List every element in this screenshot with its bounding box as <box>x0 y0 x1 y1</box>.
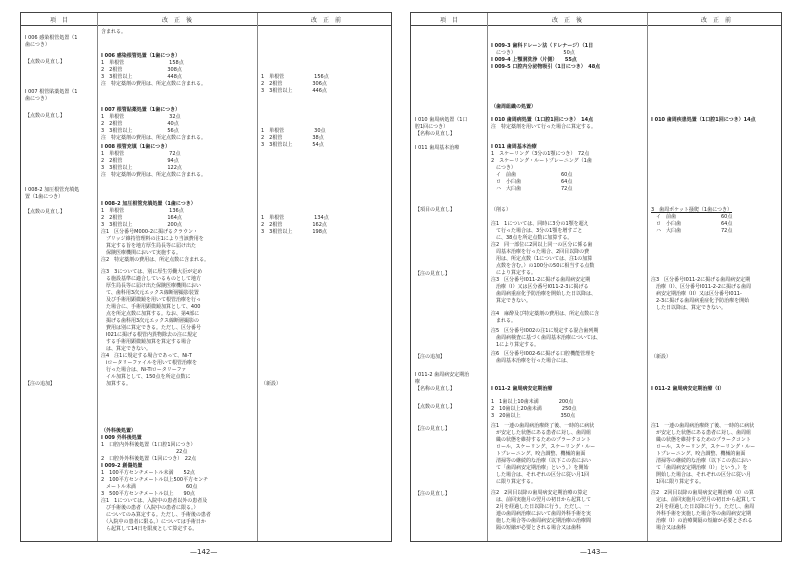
text-line: I 011-2 歯周病安定期治療 <box>491 386 553 392</box>
text-line: 【項目の見直し】 <box>415 207 456 213</box>
text-line: 治療（I）の治療間隔の短縮が必要とされる <box>651 518 753 524</box>
text-line: 2 100平方センチメートル以上500平方センチ <box>101 477 209 483</box>
text-line: 周基本治療を行った場合、2回目以降の費 <box>491 249 590 255</box>
text-line: に限り算定する。 <box>491 479 537 485</box>
text-line: 3 3根管以上 122点 <box>101 165 182 171</box>
text-line: 織の状態を維持するためのプラークコント <box>491 437 591 443</box>
text-line: 清掃等の継続的な治療（以下この表におい <box>491 458 592 464</box>
text-line: ロール、スケーリング、スケーリング・ルー <box>491 444 596 450</box>
text-line: て「歯周病安定期治療」という。）を開始 <box>491 465 589 471</box>
text-line: 3 3根管以上 446点 <box>261 88 327 94</box>
text-line: 治療（I）、区分番号I011-2-2に掲げる歯周 <box>651 284 751 290</box>
text-line: につき） 50点 <box>491 50 575 56</box>
text-line: 3 20歯以上 350点 <box>491 413 576 419</box>
header-after: 改 正 後 <box>551 17 582 24</box>
text-line: についてのみ算定する。ただし、手術後の患者 <box>101 512 211 518</box>
text-line: 【名称の見直し】 <box>415 386 456 392</box>
text-line: 注2 同一部位に2回以上同一の区分に係る歯 <box>491 242 593 248</box>
text-line: が安定した状態にある患者に対し、歯周組 <box>651 430 752 436</box>
text-line: ハ 大臼歯 72点 <box>651 228 733 234</box>
text-line: 治療（I）又は区分番号I011-2-3に掲げる <box>491 284 589 290</box>
text-line: 歯周基本治療を行った場合には、 <box>491 358 572 364</box>
text-line: I 011 歯周基本治療 <box>491 144 537 150</box>
text-line: 注 特定薬剤の費用は、所定点数に含まれる。 <box>101 81 207 87</box>
text-line: につき） <box>491 165 516 171</box>
header-before: 改 正 前 <box>310 17 341 24</box>
text-line: 1 スケーリング（3分の1顎につき） 72点 <box>491 151 590 157</box>
text-line: 腔1回につき） <box>415 124 449 130</box>
text-line: 2 2根管 38点 <box>261 135 324 141</box>
page-right <box>410 12 782 542</box>
text-line: I 011 歯周基本治療 <box>415 145 460 151</box>
text-line: I 009-4 上顎洞洗浄（片側） 55点 <box>491 57 577 63</box>
text-line: 【点数の見直し】 <box>25 59 66 65</box>
text-line: 注3 3については、別に厚生労働大臣が定め <box>101 269 203 275</box>
text-line: 注6 区分番号I002-6に掲げる口腔機能管理を <box>491 351 596 357</box>
text-line: 3 3根管以上 198点 <box>261 229 327 235</box>
column-divider <box>257 13 258 541</box>
text-line: I 010 歯周病処置（1口腔1回につき） 14点 <box>491 117 594 123</box>
text-line: I 008-2 加圧根管充填処置（1歯につき） <box>101 201 196 207</box>
text-line: 注1 一連の歯周病治療終了後、一時的に病状 <box>491 423 595 429</box>
text-line: 【注の見直し】 <box>415 426 451 432</box>
text-line: 注 特定薬剤を用いて行った場合に算定する。 <box>491 124 597 130</box>
text-line: （削る） <box>491 207 512 213</box>
text-line: 注3 区分番号I011-2に掲げる歯周病安定期 <box>651 277 751 283</box>
text-line: I 008 根管充填（1歯につき） <box>101 144 171 150</box>
text-line: 歯につき） <box>25 42 50 48</box>
header-item: 項 目 <box>439 17 458 24</box>
text-line: 2 2根管 94点 <box>101 158 179 164</box>
text-line: 歯周病検査に基づく歯周基本治療については、 <box>491 335 601 341</box>
table-header <box>411 13 781 26</box>
text-line: た場合に、手術用顕微鏡加算として、400 <box>101 304 201 310</box>
text-line: 開始した場合は、それぞれの区分に従い月 <box>651 472 752 478</box>
text-line: ロール、スケーリング、スケーリング・ルー <box>651 444 756 450</box>
text-line: 3 500平方センチメートル以上 90点 <box>101 491 195 497</box>
text-line: ら起算して14日を限度として算定する。 <box>101 526 198 532</box>
text-line: （新設） <box>651 354 672 360</box>
text-line: 22点 <box>101 449 188 455</box>
text-line: 1回に限り算定する。 <box>651 479 705 485</box>
text-line: I 010 歯周疾患処置（1口腔1回につき）14点 <box>651 117 756 123</box>
text-line: 注1 一連の歯周病治療終了後、一時的に病状 <box>651 423 755 429</box>
header-after: 改 正 後 <box>161 17 192 24</box>
text-line: 注4 注1に規定する場合であって、Ni-T <box>101 353 192 359</box>
text-line: ブリッジ維持管理料の注1により当該費用を <box>101 236 204 242</box>
text-line: I 011-2 歯周病安定期治 <box>415 372 470 378</box>
text-line: I 006 感染根管処置（1 <box>25 35 78 41</box>
text-line: 2 2根管 308点 <box>101 67 182 73</box>
text-line: I 009-2 創傷処置 <box>101 463 143 469</box>
text-line: 2 2根管 162点 <box>261 222 327 228</box>
text-line: I 010 歯周病処置（1口 <box>415 117 468 123</box>
text-line: メートル未満 60点 <box>101 484 198 490</box>
text-line: 歯につき） <box>25 96 50 102</box>
text-line: び手術後の患者（入院中の患者に限る。） <box>101 505 199 511</box>
text-line: 掲げる歯科用3次元エックス線断層撮影の <box>101 318 200 324</box>
text-line: I 011-2 歯周病安定期治療（I） <box>651 386 725 392</box>
text-line: 点を所定点数に加算する。なお、第4部に <box>101 311 200 317</box>
text-line: て行った場合は、3分の1顎を増すごと <box>491 228 583 234</box>
text-line: 1 単根管 134点 <box>261 215 329 221</box>
text-line: 3 歯周ポケット掻爬（1歯につき） <box>651 207 733 213</box>
text-line: イ 前歯 60点 <box>491 172 573 178</box>
text-line: は、算定できない。 <box>101 346 152 352</box>
text-line: する手術用顕微鏡加算を算定する場合 <box>101 339 192 345</box>
text-line: 【点数の見直し】 <box>25 209 66 215</box>
text-line: 1 単根管 32点 <box>101 114 181 120</box>
text-line: 保険医療機関において実施する。 <box>101 250 182 256</box>
text-line: iロータリーファイルを用いて根管治療を <box>101 360 198 366</box>
column-divider <box>97 13 98 541</box>
text-line: イル加算として、150点を所定点数に <box>101 374 191 380</box>
text-line: が安定した状態にある患者に対し、歯周組 <box>491 430 592 436</box>
text-line: 3 3根管以上 448点 <box>101 74 182 80</box>
text-line: ロ 小臼歯 64点 <box>651 221 733 227</box>
text-line: 2 スケーリング・ルートプレーニング（1歯 <box>491 158 592 164</box>
text-line: 【点数の見直し】 <box>415 404 456 410</box>
text-line: 注2 2回目以降の歯周病安定期治療（I）の算 <box>651 490 754 496</box>
text-line: て、歯科用3次元エックス線断層撮影装置 <box>101 290 199 296</box>
text-line: した日以降は、算定できない。 <box>651 305 727 311</box>
text-line: 注3 区分番号I011-2に掲げる歯周病安定期 <box>491 277 591 283</box>
text-line: 織の状態を維持するためのプラークコント <box>651 437 751 443</box>
text-line: ハ 大臼歯 72点 <box>491 186 573 192</box>
text-line: 清掃等の継続的な治療（以下この表におい <box>651 458 752 464</box>
column-divider <box>487 13 488 541</box>
text-line: 2月を経過した日以降に行う。ただし、一 <box>491 504 590 510</box>
text-line: 1 口腔内外科後処置（1口腔1回につき） <box>101 442 196 448</box>
text-line: まれる。 <box>491 318 517 324</box>
text-line: 注 特定薬剤の費用は、所定点数に含まれる。 <box>101 172 207 178</box>
text-line: トプレーニング、咬合調整、機械的歯面 <box>491 451 586 457</box>
text-line: 1により算定する。 <box>491 342 540 348</box>
text-line: 2月を経過した日以降に行う。ただし、歯周 <box>651 504 755 510</box>
text-line: て「歯周病安定期治療（I）」という。）を <box>651 465 748 471</box>
text-line: 及び手術用顕微鏡を用いて根管治療を行っ <box>101 297 202 303</box>
text-line: ロ 小臼歯 64点 <box>491 179 573 185</box>
text-line: 外科手術を実施した場合等の歯周病安定期 <box>651 511 752 517</box>
text-line: I 008-2 加圧根管充填処 <box>25 187 80 193</box>
text-line: イ 前歯 60点 <box>651 214 733 220</box>
text-line: 【注の追加】 <box>25 381 56 387</box>
text-line: 2 2根管 306点 <box>261 81 327 87</box>
text-line: I021に掲げる根管内異物除去の注に規定 <box>101 332 198 338</box>
text-line: 算定する旨を地方厚生局長等に届け出た <box>101 243 197 249</box>
text-line: 3 3根管以上 200点 <box>101 222 182 228</box>
text-line: 1 単根管 30点 <box>261 128 326 134</box>
page-left <box>20 12 392 542</box>
text-line: 注4 麻酔及び特定薬剤の費用は、所定点数に含 <box>491 311 600 317</box>
text-line: 2-3に掲げる歯周病重症化予防治療を開始 <box>651 298 750 304</box>
text-line: 行った場合は、Ni-Tiロータリーファ <box>101 367 187 373</box>
text-line: 用は、所定点数（1については、注1の加算 <box>491 256 593 262</box>
text-line: した場合は、それぞれの区分に従い月1回 <box>491 472 590 478</box>
text-line: I 007 根管貼薬処置（1 <box>25 89 78 95</box>
text-line: 注1 区分番号M000-2に掲げるクラウン・ <box>101 229 199 235</box>
header-before: 改 正 前 <box>700 17 731 24</box>
text-line: 施した場合等の歯周病安定期治療の治療間 <box>491 518 592 524</box>
text-line: （入院中の患者に限る。）については手術日か <box>101 519 206 525</box>
text-line: 【注の追加】 <box>415 354 446 360</box>
text-line: 2 2根管 164点 <box>101 215 182 221</box>
text-line: 1 単根管 156点 <box>261 74 329 80</box>
text-line: 置（1歯につき） <box>25 194 64 200</box>
text-line: 1 単根管 72点 <box>101 151 181 157</box>
text-line: 定は、前回実施月の翌月の初日から起算して <box>651 497 757 503</box>
text-line: （歯周組織の処置） <box>491 104 537 110</box>
text-line: 加算する。 <box>101 381 132 387</box>
text-line: 3 3根管以上 56点 <box>101 128 179 134</box>
text-line: 【注の見直し】 <box>415 491 451 497</box>
text-line: 病安定期治療（II）又は区分番号I011- <box>651 291 742 297</box>
text-line: 隔の短縮が必要とされる場合又は歯科 <box>491 525 582 531</box>
text-line: 1 単根管 136点 <box>101 208 184 214</box>
text-line: 注1 1については、同時に3分の1顎を超え <box>491 221 589 227</box>
text-line: 注2 特定薬剤の費用は、所定点数に含まれる。 <box>101 257 210 263</box>
text-line: 注5 区分番号I002の注1に規定する混合歯列期 <box>491 328 599 334</box>
text-line: 注 特定薬剤の費用は、所定点数に含まれる。 <box>101 135 207 141</box>
text-line: は、前回実施月の翌月の初日から起算して <box>491 497 592 503</box>
text-line: 3 3根管以上 54点 <box>261 142 324 148</box>
text-line: I 007 根管貼薬処置（1歯につき） <box>101 107 181 113</box>
text-line: 【名称の見直し】 <box>415 131 456 137</box>
text-line: 1 1歯以上10歯未満 200点 <box>491 399 574 405</box>
text-line: 算定できない。 <box>491 298 532 304</box>
text-line: I 009-5 口腔内分泌物吸引（1日につき） 48点 <box>491 64 601 70</box>
text-line: に、38点を所定点数に加算する。 <box>491 235 573 241</box>
text-line: により算定する。 <box>491 270 537 276</box>
text-line: 療 <box>415 379 421 385</box>
text-line: 連の歯周病治療において歯周外科手術を実 <box>491 511 592 517</box>
page-number-left: —142— <box>190 548 218 556</box>
text-line: I 009 外科後処置 <box>101 435 142 441</box>
text-line: （新設） <box>261 381 282 387</box>
text-line: 点数を含む。）の100分の50に相当する点数 <box>491 263 595 269</box>
text-line: トプレーニング、咬合調整、機械的歯面 <box>651 451 746 457</box>
header-item: 項 目 <box>49 17 68 24</box>
text-line: 1 単根管 158点 <box>101 60 184 66</box>
table-header <box>21 13 391 26</box>
text-line: 2 口腔外外科後処置（1回につき） 22点 <box>101 456 197 462</box>
text-line: 【注の見直し】 <box>415 271 451 277</box>
text-line: （外科後処置） <box>101 428 137 434</box>
text-line: る施設基準に適合しているものとして地方 <box>101 276 202 282</box>
text-line: I 009-3 歯科ドレーン法（ドレナージ）（1日 <box>491 43 594 49</box>
text-line: 【点数の見直し】 <box>25 113 66 119</box>
text-line: 費用は別に算定できる。ただし、区分番号 <box>101 325 202 331</box>
text-line: 厚生局長等に届け出た保険医療機関におい <box>101 283 202 289</box>
text-line: 注1 1については、入院中の患者以外の患者及 <box>101 498 208 504</box>
text-line: 2 10歯以上20歯未満 250点 <box>491 406 577 412</box>
text-line: 1 100平方センチメートル未満 52点 <box>101 470 195 476</box>
text-line: 注2 2回目以降の歯周病安定期治療の算定 <box>491 490 588 496</box>
text-line: I 006 感染根管処置（1歯につき） <box>101 53 181 59</box>
text-line: 歯周病重症化予防治療を開始した日以降は、 <box>491 291 597 297</box>
text-line: 含まれる。 <box>101 29 127 35</box>
text-line: 場合又は歯科 <box>651 525 687 531</box>
text-line: 2 2根管 40点 <box>101 121 179 127</box>
page-number-right: —143— <box>580 548 608 556</box>
column-divider <box>647 13 648 541</box>
